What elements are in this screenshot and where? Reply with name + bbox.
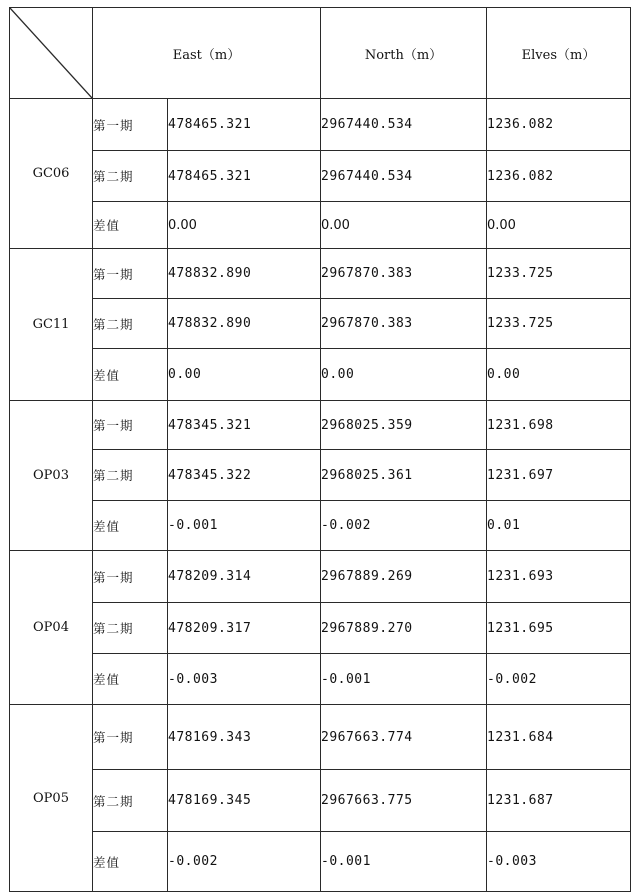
elves-value: 1233.725 — [487, 299, 631, 349]
header-elves: Elves（m） — [487, 8, 631, 99]
east-value: 478345.321 — [168, 401, 321, 450]
table-row — [10, 249, 631, 299]
north-value: 2967440.534 — [321, 151, 487, 202]
north-value: 2967663.774 — [321, 705, 487, 770]
east-value: 478832.890 — [168, 249, 321, 299]
table-row — [10, 603, 631, 654]
north-value: -0.002 — [321, 501, 487, 551]
east-value: 478832.890 — [168, 299, 321, 349]
point-name: GC11 — [10, 249, 93, 401]
stage-label: 第二期 — [93, 450, 168, 501]
north-value: 2968025.361 — [321, 450, 487, 501]
east-value: -0.003 — [168, 654, 321, 705]
elves-value: -0.003 — [487, 832, 631, 892]
diagonal-line-icon — [10, 8, 92, 98]
east-value: 478209.317 — [168, 603, 321, 654]
elves-value: 1231.695 — [487, 603, 631, 654]
table-row — [10, 705, 631, 770]
east-value: 0.00 — [168, 349, 321, 401]
east-value: 478169.345 — [168, 770, 321, 832]
east-value: 478465.321 — [168, 151, 321, 202]
north-value: -0.001 — [321, 654, 487, 705]
table-row — [10, 654, 631, 705]
east-value: 478209.314 — [168, 551, 321, 603]
table-row — [10, 450, 631, 501]
stage-label: 第一期 — [93, 401, 168, 450]
corner-diagonal-cell — [10, 8, 93, 99]
north-value: 2967870.383 — [321, 249, 487, 299]
table-body — [10, 99, 631, 892]
north-value: 0.00 — [321, 202, 487, 249]
header-east: East（m） — [93, 8, 321, 99]
north-value: 2967440.534 — [321, 99, 487, 151]
east-value: -0.002 — [168, 832, 321, 892]
point-name: OP05 — [10, 705, 93, 892]
east-value: 478169.343 — [168, 705, 321, 770]
north-value: 2967870.383 — [321, 299, 487, 349]
stage-label: 第一期 — [93, 99, 168, 151]
north-value: 2968025.359 — [321, 401, 487, 450]
elves-value: 1231.698 — [487, 401, 631, 450]
east-value: -0.001 — [168, 501, 321, 551]
north-value: 0.00 — [321, 349, 487, 401]
elves-value: -0.002 — [487, 654, 631, 705]
stage-label: 第一期 — [93, 249, 168, 299]
table-row — [10, 202, 631, 249]
stage-label: 差值 — [93, 202, 168, 249]
table-row — [10, 99, 631, 151]
elves-value: 1231.687 — [487, 770, 631, 832]
stage-label: 第二期 — [93, 151, 168, 202]
table-row — [10, 551, 631, 603]
table-row — [10, 832, 631, 892]
elves-value: 1233.725 — [487, 249, 631, 299]
east-value: 478345.322 — [168, 450, 321, 501]
stage-label: 差值 — [93, 832, 168, 892]
coordinate-comparison-table — [9, 7, 631, 892]
north-value: 2967889.270 — [321, 603, 487, 654]
elves-value: 1231.684 — [487, 705, 631, 770]
table-row — [10, 770, 631, 832]
table-row — [10, 349, 631, 401]
elves-value: 0.01 — [487, 501, 631, 551]
stage-label: 第二期 — [93, 603, 168, 654]
stage-label: 第一期 — [93, 551, 168, 603]
table-row — [10, 299, 631, 349]
stage-label: 差值 — [93, 654, 168, 705]
elves-value: 1231.693 — [487, 551, 631, 603]
point-name: GC06 — [10, 99, 93, 249]
header-north: North（m） — [321, 8, 487, 99]
elves-value: 1236.082 — [487, 151, 631, 202]
stage-label: 差值 — [93, 349, 168, 401]
stage-label: 差值 — [93, 501, 168, 551]
stage-label: 第二期 — [93, 299, 168, 349]
elves-value: 1236.082 — [487, 99, 631, 151]
elves-value: 0.00 — [487, 202, 631, 249]
table-row — [10, 501, 631, 551]
stage-label: 第二期 — [93, 770, 168, 832]
north-value: 2967889.269 — [321, 551, 487, 603]
point-name: OP04 — [10, 551, 93, 705]
stage-label: 第一期 — [93, 705, 168, 770]
table-row — [10, 151, 631, 202]
table-row — [10, 401, 631, 450]
elves-value: 0.00 — [487, 349, 631, 401]
elves-value: 1231.697 — [487, 450, 631, 501]
point-name: OP03 — [10, 401, 93, 551]
east-value: 0.00 — [168, 202, 321, 249]
east-value: 478465.321 — [168, 99, 321, 151]
header-row — [10, 8, 631, 99]
north-value: 2967663.775 — [321, 770, 487, 832]
north-value: -0.001 — [321, 832, 487, 892]
